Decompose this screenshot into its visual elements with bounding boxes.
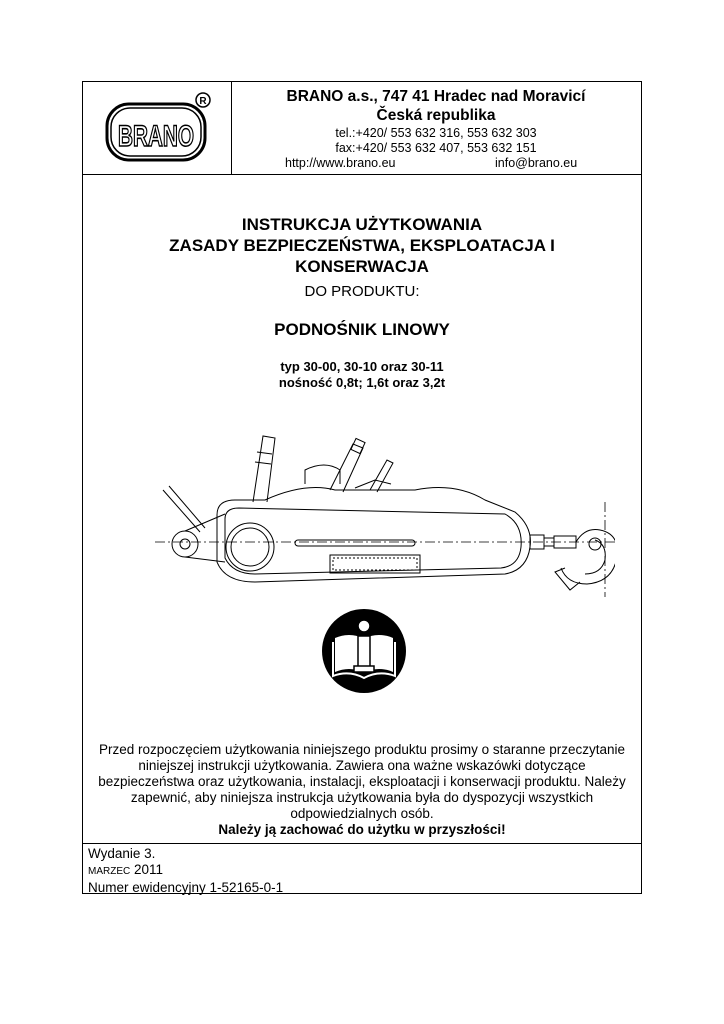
notice-text: Przed rozpoczęciem użytkowania niniejszego produktu prosimy o staranne przeczytanie niniejszej instrukcji użytkowania. Zawiera ona ważne wskazówki dotyczące bezpieczeństwa oraz użytkowania, instalacji, eksploatacji i konserwacji produktu. Należy zapewnić, aby niniejsza instrukcja użytkowania była do dyspozycji wszystkich odpowiedzialnych osób. <box>98 742 626 821</box>
edition-month: MARZEC <box>88 866 131 877</box>
cable-hoist-drawing <box>155 422 615 602</box>
edition: Wydanie 3. <box>88 846 156 861</box>
edition-year: 2011 <box>134 862 164 877</box>
title-line-3: KONSERWACJA <box>295 257 429 276</box>
record-number: Numer ewidencyjny 1-52165-0-1 <box>88 880 284 895</box>
title-line-1: INSTRUKCJA UŻYTKOWANIA <box>241 215 483 234</box>
product-types: typ 30-00, 30-10 oraz 30-11 <box>280 359 444 374</box>
product-capacity: nośność 0,8t; 1,6t oraz 3,2t <box>278 375 446 390</box>
product-spec <box>83 359 641 391</box>
header-divider <box>83 174 641 175</box>
company-website[interactable]: http://www.brano.eu <box>285 156 396 170</box>
brano-logo <box>83 82 231 174</box>
notice-emphasis: Należy ją zachować do użytku w przyszłości! <box>218 822 506 837</box>
company-email[interactable]: info@brano.eu <box>495 156 578 170</box>
title-line-2: ZASADY BEZPIECZEŃSTWA, EKSPLOATACJA I <box>169 236 555 255</box>
info-book-icon <box>321 608 407 699</box>
svg-text:R: R <box>199 96 207 107</box>
company-name: BRANO a.s., 747 41 Hradec nad Moravicí <box>286 88 586 105</box>
document-title <box>83 214 641 277</box>
for-product-label: DO PRODUKTU: <box>304 283 420 300</box>
company-info <box>231 82 641 174</box>
safety-notice <box>89 742 635 838</box>
company-country: Česká republika <box>376 107 496 124</box>
product-name: PODNOŚNIK LINOWY <box>274 320 450 339</box>
edition-info <box>88 846 283 896</box>
document-frame <box>82 81 642 894</box>
company-fax: fax:+420/ 553 632 407, 553 632 151 <box>335 141 537 155</box>
company-tel: tel.:+420/ 553 632 316, 553 632 303 <box>335 126 537 140</box>
footer-divider <box>83 843 641 844</box>
svg-text:BRANO: BRANO <box>118 120 194 153</box>
